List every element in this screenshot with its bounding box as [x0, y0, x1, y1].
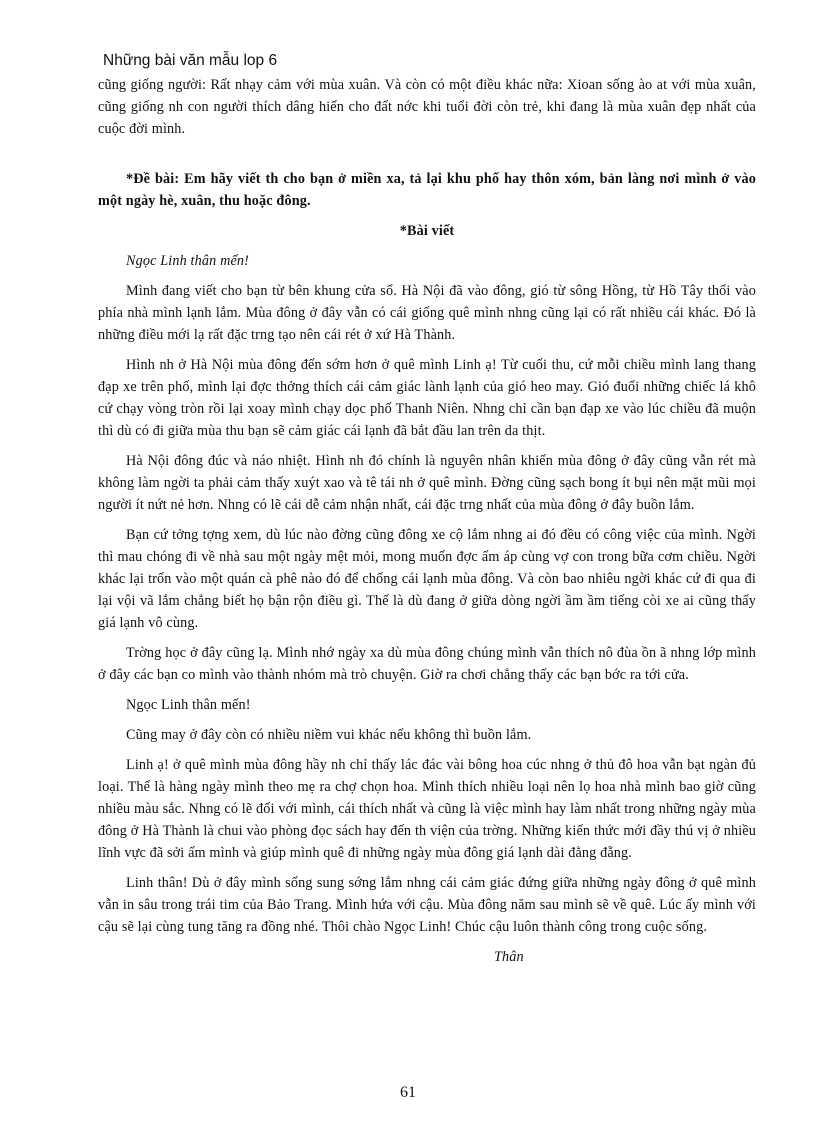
essay-prompt: *Đề bài: Em hãy viết th cho bạn ở miền xa, tả lại khu phố hay thôn xóm, bản làng nơi mình ở vào một ngày hè, xuân, thu hoặc đông.	[98, 171, 756, 209]
page-number: 61	[400, 1084, 416, 1101]
body-paragraph: Linh ạ! ở quê mình mùa đông hầy nh chỉ thấy lác đác vài bông hoa cúc nhng ở thủ đô hoa vẫn bạt ngàn đủ loại. Thế là hàng ngày mình theo mẹ ra chợ chọn hoa. Mình thích nhiều loại nên lọ hoa nhà mình bao giờ cũng nhiều màu sắc. Nhng có lẽ đối với mình, cái thích nhất và cũng là việc mình hay làm nhất trong những ngày mùa đông ở Hà Thành là chui vào phòng đọc sách hay đến th viện của trờng. Những kiến thức mới đầy thú vị ở nhiều lĩnh vực đã sởi ấm mình và giúp mình quê đi những ngày mùa đông giá lạnh dài đằng đẵng.	[98, 757, 756, 861]
body-paragraph: Linh thân! Dù ở đây mình sống sung sớng lắm nhng cái cảm giác đứng giữa những ngày đông ở quê mình vẫn in sâu trong trái tim của Bảo Trang. Mình hứa với cậu. Mùa đông năm sau mình sẽ về quê. Lúc ấy mình với cậu sẽ lại cùng tung tăng ra đồng nhé. Thôi chào Ngọc Linh! Chúc cậu luôn thành công trong cuộc sống.	[98, 875, 756, 935]
body-paragraph: Cũng may ở đây còn có nhiều niềm vui khác nếu không thì buồn lắm.	[126, 727, 532, 743]
essay-subheading: *Bài viết	[399, 223, 455, 239]
letter-greeting: Ngọc Linh thân mến!	[126, 253, 250, 269]
body-paragraph: Hình nh ở Hà Nội mùa đông đến sớm hơn ở quê mình Linh ạ! Từ cuối thu, cứ mỗi chiều mình lang thang đạp xe trên phố, mình lại đợc thởng thích cái cảm giác lành lạnh của gió heo may. Gió đuổi những chiếc lá khô cứ chạy vòng tròn rồi lại xoay mình chạy dọc phố Thanh Niên. Nhng chỉ cần bạn đạp xe vào lúc chiều đã muộn thì dù có đi giữa mùa thu bạn sẽ cảm giác cái lạnh đã bắt đầu lan trên da thịt.	[98, 357, 756, 439]
body-paragraph: Ngọc Linh thân mến!	[126, 697, 251, 713]
letter-signoff: Thân	[494, 949, 524, 965]
body-paragraph: Mình đang viết cho bạn từ bên khung cửa sổ. Hà Nội đã vào đông, gió từ sông Hồng, từ Hồ Tây thổi vào phía nhà mình lạnh lắm. Mùa đông ở đây vẫn có cái giống quê mình nhng cũng lại có rất nhiều cái khác. Đó là những điều mới lạ rất đặc trng tạo nên cái rét ở xứ Hà Thành.	[98, 283, 756, 343]
body-paragraph: Bạn cứ tởng tợng xem, dù lúc nào đờng cũng đông xe cộ lắm nhng ai đó đều có công việc của mình. Ngời thì mau chóng đi về nhà sau một ngày mệt mỏi, mong muốn đợc ấm áp cùng vợ con trong bữa cơm chiều. Ngời khác lại trốn vào một quán cà phê nào đó để chống cái lạnh mùa đông. Và còn bao nhiêu ngời khác cứ đi qua đi lại vội vã lắm chẳng biết họ bận rộn điều gì. Thế là dù đang ở giữa dòng ngời ầm ầm tiếng còi xe ai cũng thấy giá lạnh vô cùng.	[98, 527, 756, 631]
running-header: Những bài văn mẫu lop 6	[103, 52, 278, 69]
body-paragraph: Hà Nội đông đúc và náo nhiệt. Hình nh đó chính là nguyên nhân khiến mùa đông ở đây cũng vẫn rét mà không làm ngời ta phải cảm thấy xuýt xao và tê tái nh ở quê mình. Đờng cũng sạch bong ít bụi nên mặt mũi mọi người ít nứt nẻ hơn. Nhng có lẽ cái dễ cảm nhận nhất, cái đặc trng nhất của mùa đông ở đây buồn lắm.	[98, 453, 756, 513]
text-body	[98, 74, 756, 968]
body-paragraph: Trờng học ở đây cũng lạ. Mình nhớ ngày xa dù mùa đông chúng mình vẫn thích nô đùa ồn ã nhng lớp mình ở đây các bạn co mình vào thành nhóm mà trò chuyện. Giờ ra chơi chẳng thấy các bạn bớc ra tới cửa.	[98, 645, 756, 683]
intro-paragraph: cũng giống người: Rất nhạy cảm với mùa xuân. Và còn có một điều khác nữa: Xioan sống ào at với mùa xuân, cũng giống nh con người thích dâng hiến cho đất nớc khi tuổi đời còn trẻ, khi đang là mùa xuân đẹp nhất của cuộc đời mình.	[98, 77, 756, 137]
